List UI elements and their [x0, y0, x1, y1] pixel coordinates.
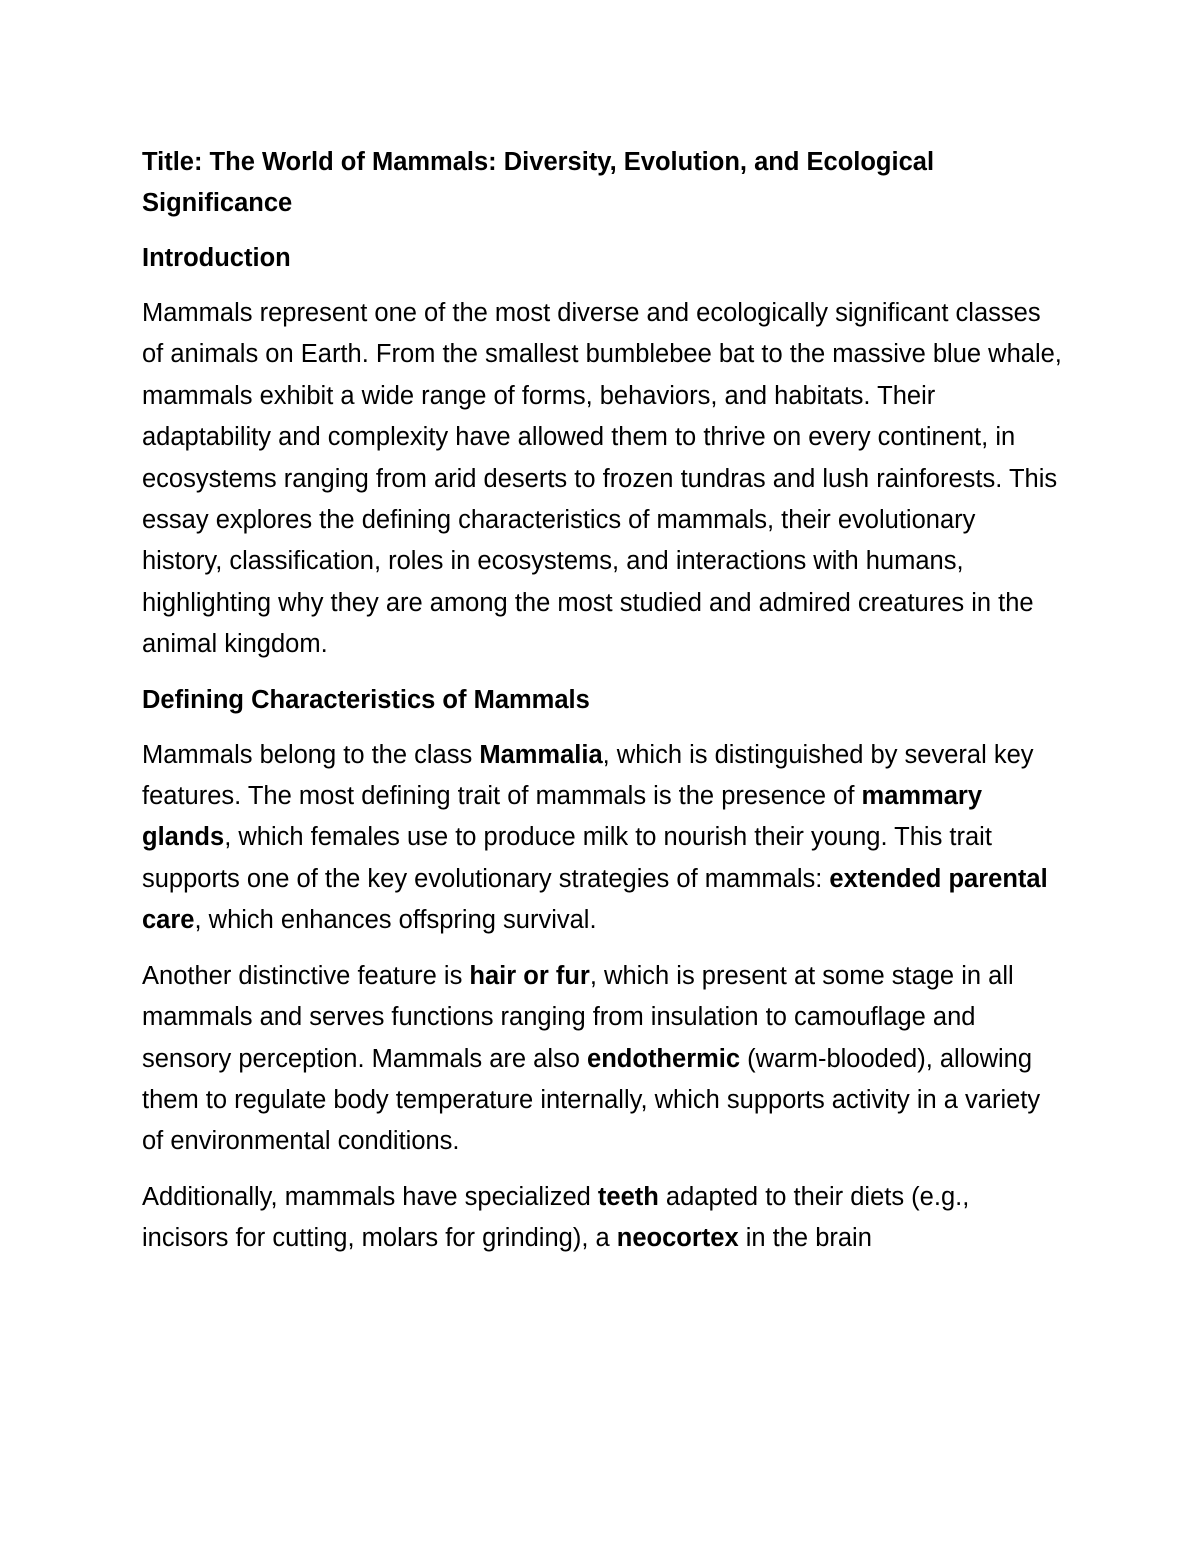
paragraph-text: , which enhances offspring survival. [194, 906, 597, 935]
paragraph [142, 956, 1062, 1163]
paragraph-text: (warm-blooded), allowing them to regulate body temperature internally, which supports activity in a variety of environmental conditions. [142, 1044, 1041, 1156]
bold-term: hair or fur [469, 961, 590, 990]
paragraph-text: in the brain [738, 1224, 872, 1253]
bold-term: endothermic [587, 1044, 741, 1073]
paragraph-text: , which is distinguished by several key features. The most defining trait of mammals is the presence of [142, 740, 1034, 811]
bold-term: extended parental care [142, 864, 1048, 935]
paragraph-text: Mammals represent one of the most diverse and ecologically significant classes of animals on Earth. From the smallest bumblebee bat to the massive blue whale, mammals exhibit a wide range of forms, behaviors, and habitats. Their adaptability and complexity have allowed them to thrive on every continent, in ecosystems ranging from arid deserts to frozen tundras and lush rainforests. This essay explores the defining characteristics of mammals, their evolutionary history, classification, roles in ecosystems, and interactions with humans, highlighting why they are among the most studied and admired creatures in the animal kingdom. [142, 299, 1062, 659]
bold-term: neocortex [616, 1224, 739, 1253]
paragraph [142, 293, 1062, 666]
paragraph-text: , which is present at some stage in all mammals and serves functions ranging from insulation to camouflage and sensory perception. Mammals are also [142, 961, 1014, 1073]
document-title: Title: The World of Mammals: Diversity, Evolution, and Ecological Significance [142, 148, 935, 217]
section-introduction [142, 238, 1062, 666]
section-heading: Defining Characteristics of Mammals [142, 685, 590, 714]
section-defining-characteristics [142, 680, 1062, 1260]
bold-term: teeth [597, 1182, 659, 1211]
section-heading: Introduction [142, 244, 291, 272]
paragraph-text: Additionally, mammals have specialized [142, 1182, 598, 1211]
paragraph [142, 1177, 1062, 1260]
paragraph [142, 735, 1062, 942]
document-page [142, 142, 1062, 1274]
paragraph-text: Mammals belong to the class [142, 740, 480, 769]
paragraph-text: Another distinctive feature is [142, 961, 470, 990]
paragraph-text: adapted to their diets (e.g., incisors for cutting, molars for grinding), a [142, 1182, 970, 1253]
paragraph-text: , which females use to produce milk to nourish their young. This trait supports one of the key evolutionary strategies of mammals: [142, 823, 992, 893]
bold-term: mammary glands [142, 782, 983, 852]
bold-term: Mammalia [479, 740, 603, 769]
